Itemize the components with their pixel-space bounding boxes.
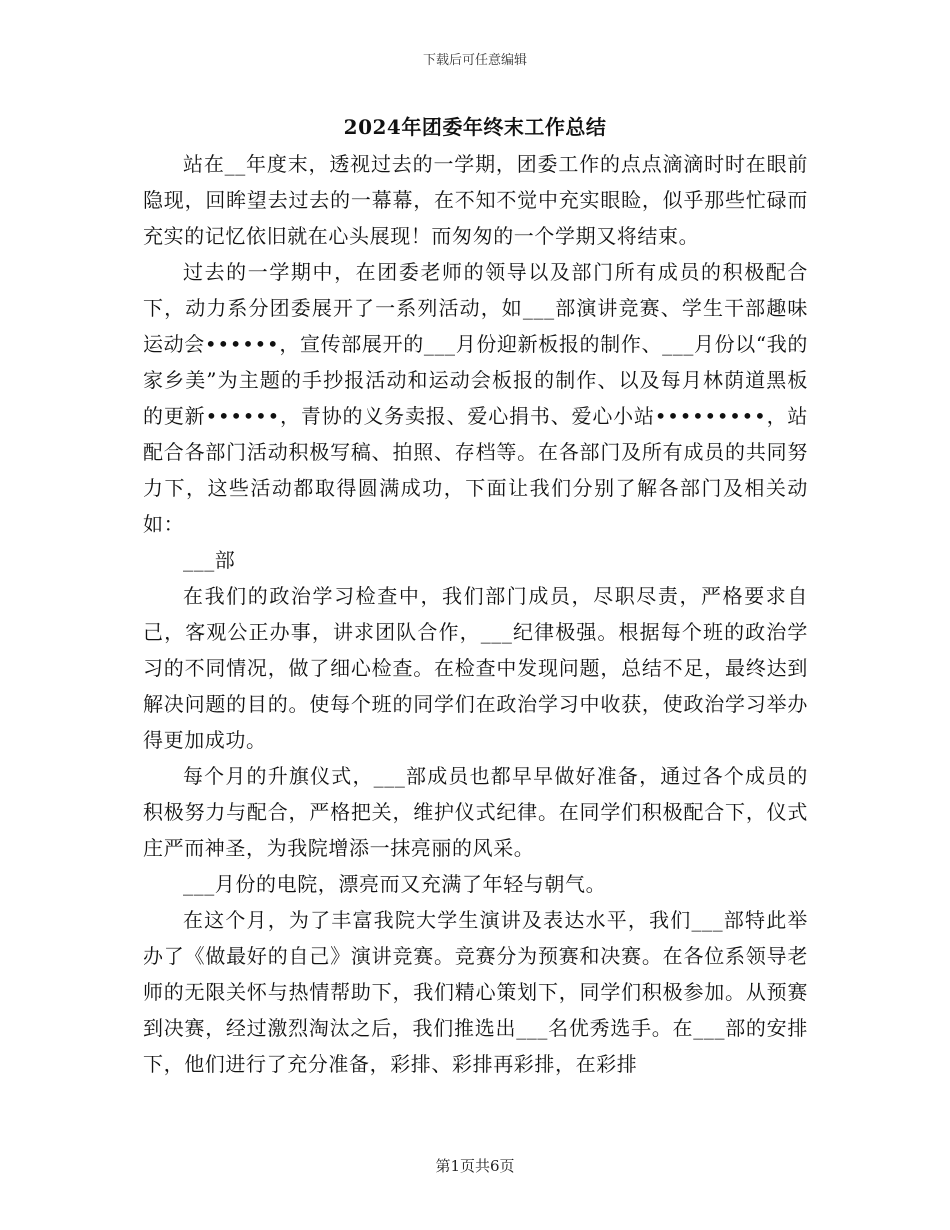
paragraph-flag-ceremony: 每个月的升旗仪式，___部成员也都早早做好准备，通过各个成员的积极努力与配合，严格把关，维护仪式纪律。在同学们积极配合下，仪式庄严而神圣，为我院增添一抹亮丽的风采。: [143, 764, 808, 860]
paragraph-activities: 过去的一学期中，在团委老师的领导以及部门所有成员的积极配合下，动力系分团委展开了一系列活动，如___部演讲竞赛、学生干部趣味运动会••••••，宣传部展开的___月份迎新板报的制作、___月份以“我的家乡美”为主题的手抄报活动和运动会板报的制作、以及每月林荫道黑板的更新••••••，青协的义务卖报、爱心捐书、爱心小站•••••••••，站配合各部门活动积极写稿、拍照、存档等。在各部门及所有成员的共同努力下，这些活动都取得圆满成功，下面让我们分别了解各部门及相关动如：: [143, 260, 808, 536]
paragraph-intro: 站在__年度末，透视过去的一学期，团委工作的点点滴滴时时在眼前隐现，回眸望去过去的一幕幕，在不知不觉中充实眼睑，似乎那些忙碌而充实的记忆依旧就在心头展现！而匆匆的一个学期又将结束。: [143, 152, 808, 248]
document-body: [143, 146, 808, 1082]
paragraph-month-campus: ___月份的电院，漂亮而又充满了年轻与朝气。: [183, 872, 607, 896]
section-heading-department: ___部: [183, 548, 236, 572]
paragraph-political-study: 在我们的政治学习检查中，我们部门成员，尽职尽责，严格要求自己，客观公正办事，讲求团队合作，___纪律极强。根据每个班的政治学习的不同情况，做了细心检查。在检查中发现问题，总结不足，最终达到解决问题的目的。使每个班的同学们在政治学习中收获，使政治学习举办得更加成功。: [143, 584, 808, 752]
page-footer-number: 第1页共6页: [435, 1157, 515, 1175]
page-header-note: 下载后可任意编辑: [422, 53, 527, 68]
paragraph-speech-contest: 在这个月，为了丰富我院大学生演讲及表达水平，我们___部特此举办了《做最好的自己》演讲竞赛。竞赛分为预赛和决赛。在各位系领导老师的无限关怀与热情帮助下，我们精心策划下，同学们积极参加。从预赛到决赛，经过激烈淘汰之后，我们推选出___名优秀选手。在___部的安排下，他们进行了充分准备，彩排、彩排再彩排，在彩排: [143, 908, 808, 1076]
document-title: 2024年团委年终末工作总结: [343, 115, 607, 139]
